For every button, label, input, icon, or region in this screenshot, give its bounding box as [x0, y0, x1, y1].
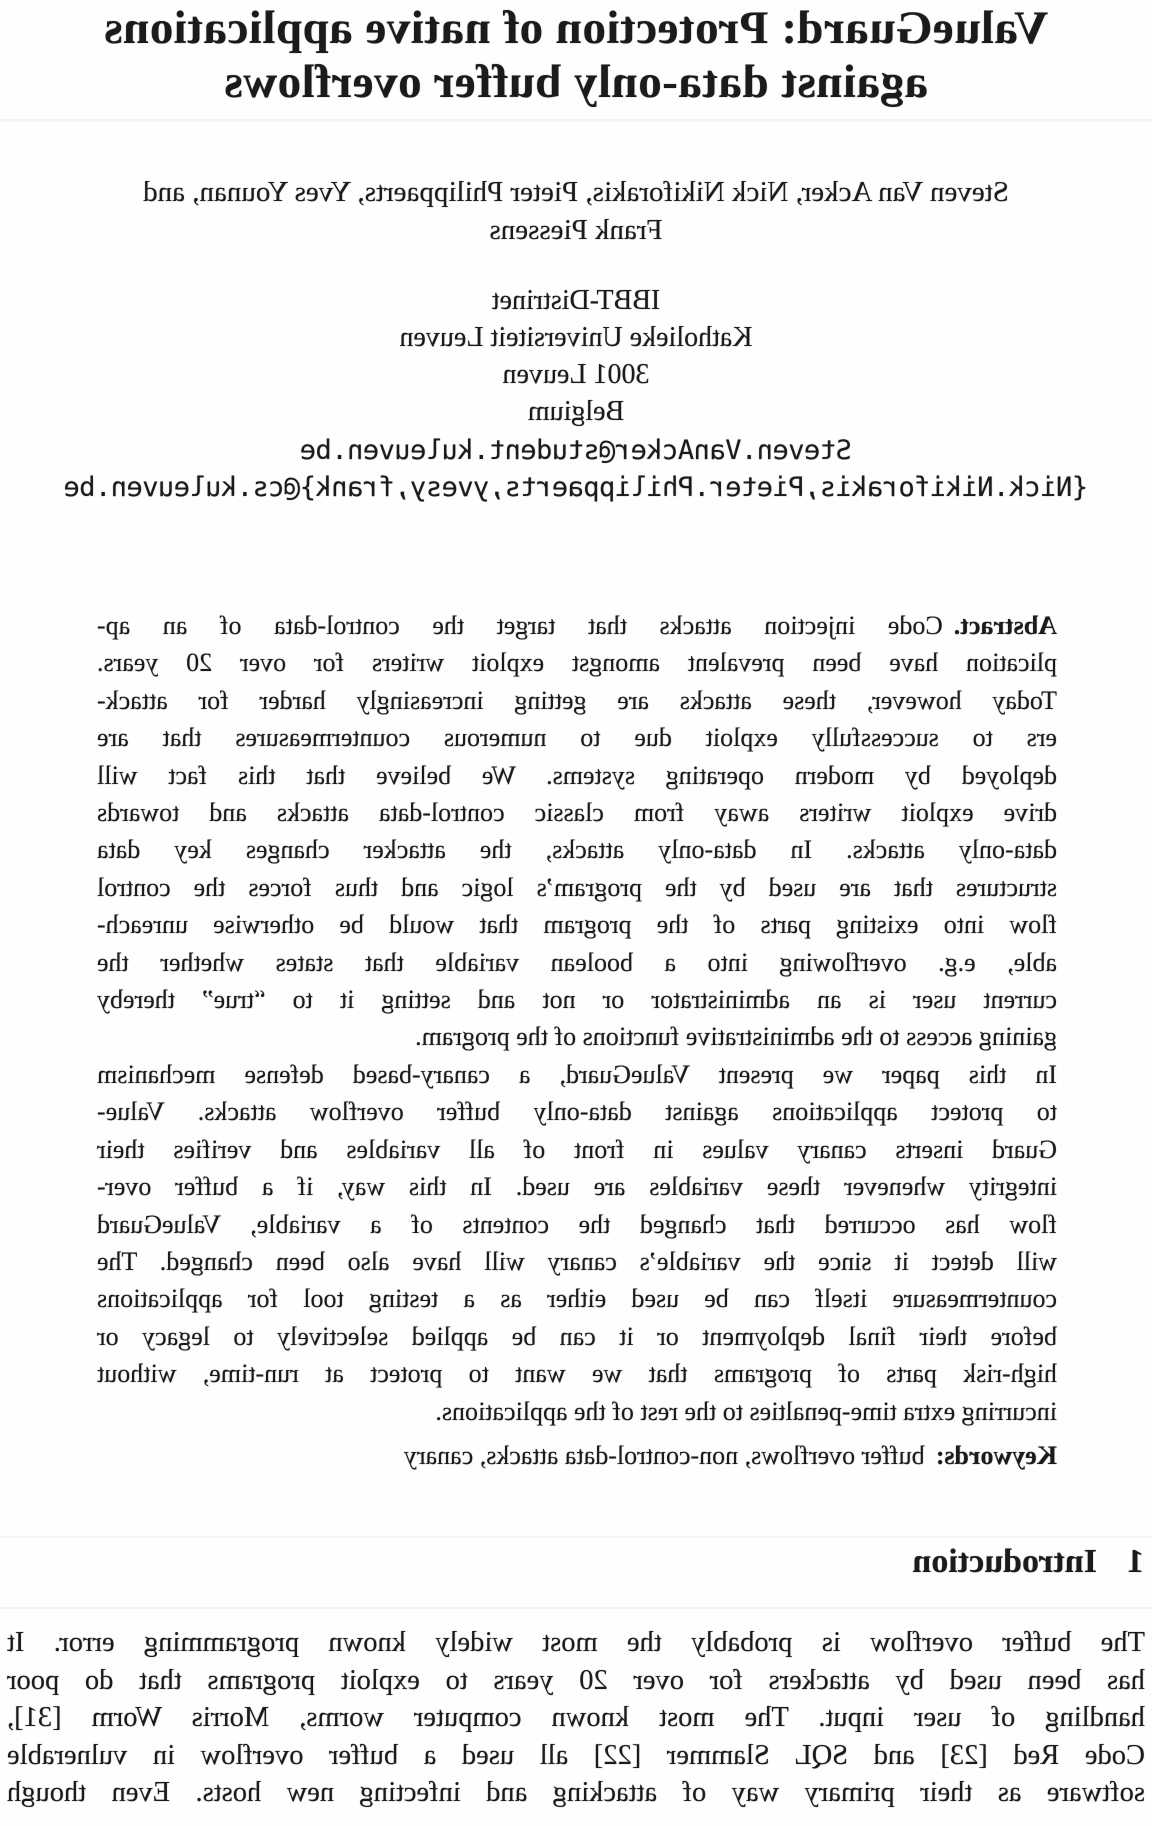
intro-line: The buffer overflow is probably the most widely known programming error. It — [7, 1627, 1145, 1658]
section-number: 1 — [1127, 1543, 1144, 1580]
abstract-line: able, e.g. overflowing into a boolean variable that states whether the — [97, 947, 1057, 977]
abstract-line: flow into existing parts of the program that would be otherwise unreach- — [97, 910, 1057, 940]
paper-title-line-1: ValueGuard: Protection of native applications — [103, 2, 1049, 54]
abstract-line: current user is an administrator or not and setting it to “true” thereby — [97, 985, 1057, 1015]
affiliation-country: Belgium — [527, 396, 625, 427]
paper-title — [0, 1, 1152, 109]
abstract-line: structures that are used by the program’s logic and thus forces the control — [97, 872, 1057, 902]
email-block — [0, 432, 1152, 506]
abstract-line: will detect it since the variable’s canary will have also been changed. The — [97, 1246, 1057, 1276]
affiliation-city: 3001 Leuven — [502, 359, 650, 390]
abstract-line: gaining access to the administrative functions of the program. — [415, 1022, 1057, 1052]
abstract-line: data-only attacks. In data-only attacks, the attacker changes key data — [97, 835, 1057, 865]
intro-line: handling of user input. The most known computer worms, Morris Worm [31], — [7, 1702, 1145, 1734]
abstract-line: plication have been prevalent amongst exploit writers for over 20 years. — [97, 648, 1057, 678]
abstract-line: high-risk parts of programs that we want to protect at run-time, without — [97, 1359, 1057, 1389]
paper-title-line-2: against data-only buffer overflows — [223, 56, 929, 108]
abstract-label: Abstract. — [953, 611, 1057, 640]
abstract-line: ers to successfully exploit due to numerous countermeasures that are — [97, 723, 1057, 753]
abstract-line: deployed by modern operating systems. We believe that this fact will — [97, 760, 1057, 790]
keywords-text: buffer overflows, non-control-data attacks, canary — [403, 1441, 925, 1470]
email-address-1: Steven.VanAcker@student.kuleuven.be — [300, 435, 852, 466]
section-title: Introduction — [912, 1543, 1097, 1580]
abstract-line: Abstract.Code injection attacks that target the control-data of an ap- — [97, 611, 1057, 640]
author-line-2: Frank Piessens — [489, 214, 663, 246]
affiliation-university: Katholieke Universiteit Leuven — [399, 322, 753, 353]
abstract-line: Today however, these attacks are getting increasingly harder for attack- — [97, 685, 1057, 715]
abstract-line: countermeasure itself can be used either as a testing tool for applications — [97, 1284, 1057, 1314]
intro-line: Code Red [23] and SQL Slammer [22] all used a buffer overflow in vulnerable — [7, 1739, 1145, 1771]
abstract-line: to protect applications against data-only buffer overflow attacks. Value- — [97, 1097, 1057, 1127]
keywords-label: Keywords: — [935, 1441, 1057, 1470]
abstract-line: Guard inserts canary values in front of all variables and verifies their — [97, 1134, 1057, 1164]
introduction-paragraph — [7, 1624, 1145, 1812]
abstract-line: incurring extra time-penalties to the rest of the applications. — [435, 1396, 1057, 1426]
abstract-line: integrity whenever these variables are used. In this way, if a buffer over- — [97, 1172, 1057, 1202]
affiliation-institute: IBBT-Distrinet — [491, 285, 661, 316]
abstract-line: drive exploit writers away from classic control-data attacks and towards — [97, 798, 1057, 828]
author-line-1: Steven Van Acker, Nick Nikiforakis, Pieter Philippaerts, Yves Younan, and — [143, 176, 1009, 208]
abstract-line: flow has occurred that changed the contents of a variable, ValueGuard — [97, 1209, 1057, 1239]
intro-line: software as their primary way of attacking and infecting new hosts. Even though — [7, 1777, 1145, 1809]
abstract-block — [97, 607, 1057, 1430]
keywords-line — [97, 1437, 1057, 1474]
affiliation-block — [0, 282, 1152, 430]
abstract-line: In this paper we present ValueGuard, a canary-based defense mechanism — [97, 1059, 1057, 1089]
abstract-line: before their final deployment or it can be applied selectively to legacy or — [97, 1321, 1057, 1351]
author-list — [0, 173, 1152, 249]
intro-line: has been used by attackers for over 20 years to exploit programs that do poor — [7, 1664, 1145, 1696]
section-heading — [14, 1540, 1144, 1584]
email-address-2: {Nick.Nikiforakis,Pieter.Philippaerts,yvesy,frank}@cs.kuleuven.be — [63, 472, 1089, 503]
